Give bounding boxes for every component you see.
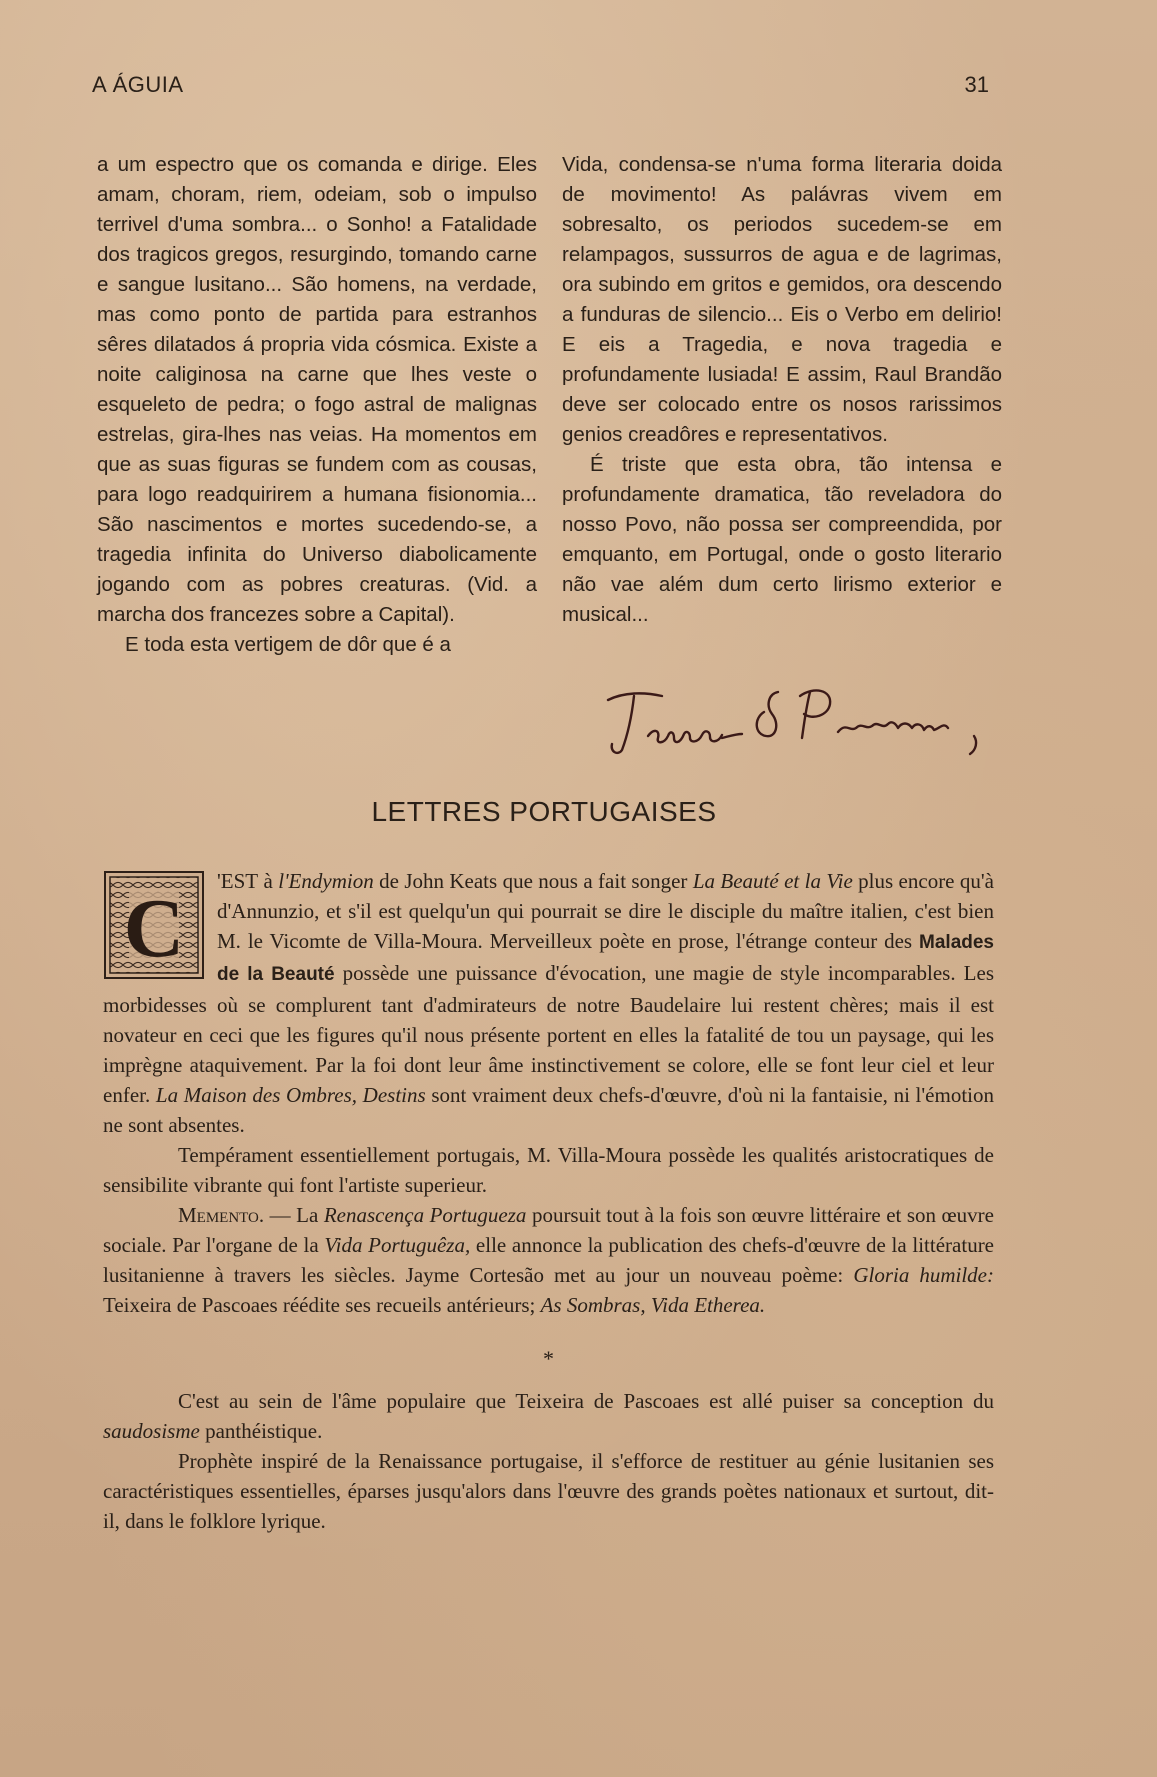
handwritten-signature bbox=[604, 678, 1024, 758]
right-column bbox=[562, 150, 1002, 630]
work-title-malades: Malades de la Beauté bbox=[217, 932, 994, 985]
dropcap-letter: C bbox=[123, 882, 185, 975]
right-paragraph-1: Vida, condensa-se n'uma forma literaria doida de movimento! As palávras vivem em sobresalto, os periodos sucedem-se em relampagos, sussurros de agua e de lagrimas, ora subindo em gritos e gemidos, ora descendo a funduras de silencio... Eis o Verbo em delirio! E eis a Tragedia, e nova tragedia e profundamente lusiada! E assim, Raul Brandão deve ser colocado entre os nosos rarissimos genios creadôres e representativos. bbox=[562, 153, 1002, 446]
left-paragraph-1: a um espectro que os comanda e dirige. Eles amam, choram, riem, odeiam, sob o impulso terrivel d'uma sombra... o Sonho! a Fatalidade dos tragicos gregos, resurgindo, tomando carne e sangue lusitano... São homens, na verdade, mas como ponto de partida para estranhos sêres dilatados á propria vida cósmica. Existe a noite caliginosa na carne que lhes veste o esqueleto de pedra; o fogo astral de malignas estrelas, gira-lhes nas veias. Ha momentos em que as suas figuras se fundem com as cousas, para logo readquirirem a humana fisionomia... São nascimentos e mortes sucedendo-se, a tragedia infinita do Universo diabolicamente jogando com as pobres creaturas. (Vid. a marcha dos francezes sobre a Capital). bbox=[97, 153, 537, 626]
work-title-endymion: l'Endymion bbox=[278, 869, 374, 893]
running-title: A ÁGUIA bbox=[92, 72, 184, 97]
running-head bbox=[92, 72, 989, 102]
work-title-maison: La Maison des Ombres, Destins bbox=[155, 1083, 426, 1107]
french-article bbox=[103, 866, 994, 1536]
left-column bbox=[97, 150, 537, 660]
french-paragraph-2: Tempérament essentiellement portugais, M. Villa-Moura possède les qualités aristocratiques de sensibilite vibrante qui font l'artiste superieur. bbox=[103, 1143, 994, 1197]
work-title-beaute: La Beauté et la Vie bbox=[692, 869, 853, 893]
signature-drawing bbox=[604, 678, 1024, 758]
section-title: LETTRES PORTUGAISES bbox=[371, 796, 717, 827]
dropcap bbox=[103, 870, 205, 980]
right-paragraph-2: É triste que esta obra, tão intensa e profundamente dramatica, tão reveladora do nosso Povo, não possa ser compreendida, por emquanto, em Portugal, onde o gosto literario não vae além dum certo lirismo exterior e musical... bbox=[562, 453, 1002, 626]
french-paragraph-5: Prophète inspiré de la Renaissance portugaise, il s'efforce de restituer au génie lusitanien ses caractéristiques essentielles, éparses jusqu'alors dans l'œuvre des grands poètes nationaux et surtout, dit-il, dans le folklore lyrique. bbox=[103, 1449, 994, 1533]
memento-label: Memento. bbox=[178, 1203, 265, 1227]
french-paragraph-1: C 'EST à l'Endymion de John Keats que nous a fait songer La Beauté et la Vie plus encore qu'à d'Annunzio, et s'il est quelqu'un qui pourrait se dire le disciple du maître italien, c'est bien M. le Vicomte de Villa-Moura. Merveilleux poète en prose, l'étrange conteur des Malades de la Beauté possède une puissance d'évocation, une magie de style incomparables. Les morbidesses où se complurent tant d'admirateurs de notre Baudelaire lui restent chères; mais il est novateur en ceci que les figures qu'il nous présente portent en elles la fatalité de tou un paysage, qui les imprègne ataquivement. Par la foi dont leur âme instinctivement se colore, elle se font leur ciel et leur enfer. La Maison des Ombres, Destins sont vraiment deux chefs-d'œuvre, d'où ni la fantaisie, ni l'émotion ne sont absentes. bbox=[103, 869, 995, 1137]
french-paragraph-3: Memento. — La Renascença Portugueza poursuit tout à la fois son œuvre littéraire et son œuvre sociale. Par l'organe de la Vida Portuguêza, elle annonce la publication des chefs-d'œuvre de la littérature lusitanienne à travers les siècles. Jayme Cortesão met au jour un nouveau poème: Gloria humilde: Teixeira de Pascoaes réédite ses recueils antérieurs; As Sombras, Vida Etherea. bbox=[103, 1203, 995, 1317]
french-paragraph-4: C'est au sein de l'âme populaire que Teixeira de Pascoaes est allé puiser sa conception du saudosisme panthéistique. bbox=[103, 1389, 994, 1443]
asterism: * bbox=[543, 1346, 554, 1371]
left-paragraph-2: E toda esta vertigem de dôr que é a bbox=[125, 633, 451, 656]
page-number: 31 bbox=[964, 72, 989, 97]
